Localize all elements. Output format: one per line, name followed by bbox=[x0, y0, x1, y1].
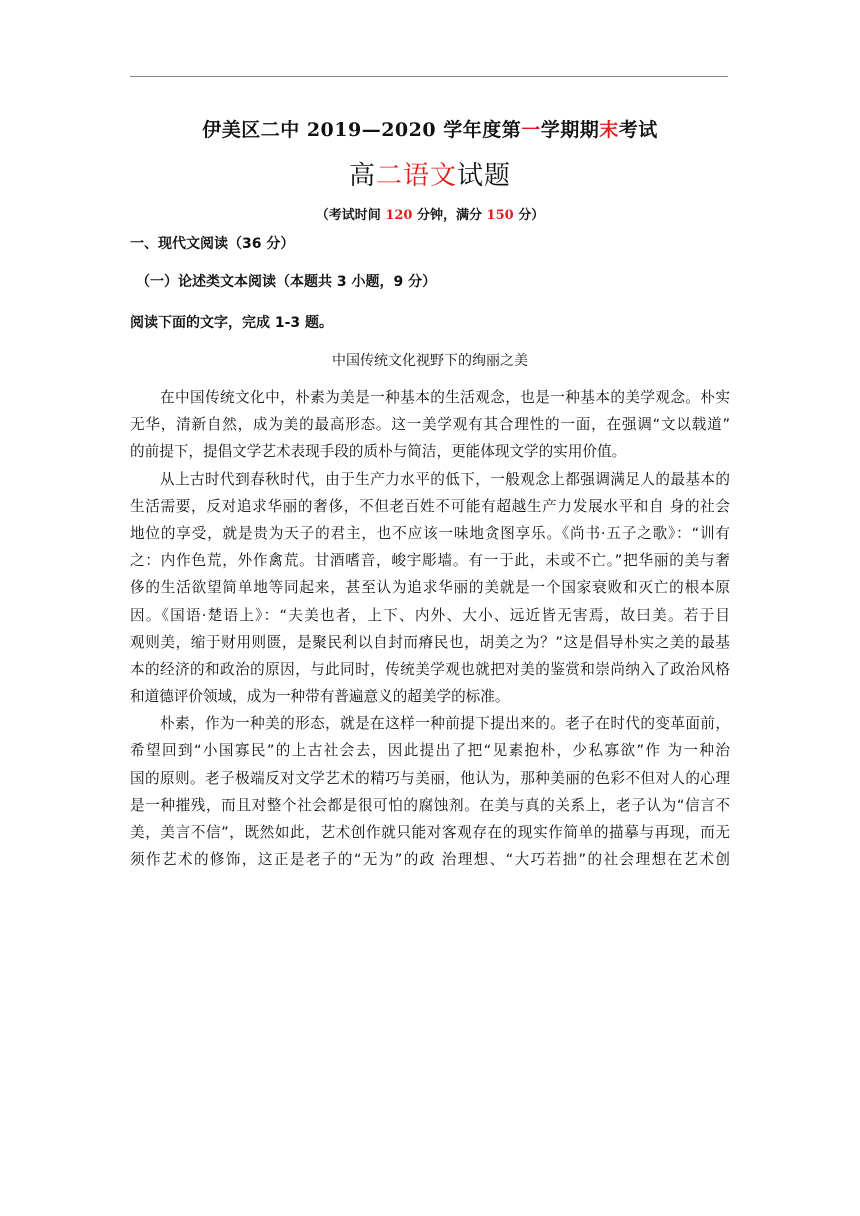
article-line: 是一种摧残，而且对整个社会都是很可怕的腐蚀剂。在美与真的关系上，老子认为“信言不 bbox=[130, 796, 730, 814]
exam-minutes: 120 bbox=[385, 208, 413, 223]
exam-title-highlight: 一 bbox=[521, 119, 541, 141]
exam-title-part: 伊美区二中 2019—2020 学年度第 bbox=[202, 119, 522, 141]
exam-info-text: 分） bbox=[513, 208, 545, 223]
subject-title bbox=[0, 155, 860, 192]
exam-info-text: （考试时间 bbox=[315, 208, 386, 223]
article-line: 之：内作色荒，外作禽荒。甘酒嗜音，峻宇彫墙。有一于此，未或不亡。”把华丽的美与奢 bbox=[130, 552, 730, 570]
exam-score: 150 bbox=[486, 208, 514, 223]
article-line: 的前提下，提倡文学艺术表现手段的质朴与简洁，更能体现文学的实用价值。 bbox=[130, 443, 627, 461]
section-heading: 一、现代文阅读（36 分） bbox=[130, 236, 295, 252]
article-line: 侈的生活欲望简单地等同起来，甚至认为追求华丽的美就是一个国家衰败和灭亡的根本原 bbox=[130, 579, 730, 597]
article-line: 地位的享受，就是贵为天子的君主，也不应该一味地贪图享乐。《尚书·五子之歌》：“训有 bbox=[130, 524, 730, 542]
exam-title-part: 学期期 bbox=[540, 119, 600, 141]
exam-title-highlight: 末 bbox=[599, 119, 619, 141]
exam-title bbox=[0, 115, 860, 142]
reading-instruction: 阅读下面的文字，完成 1-3 题。 bbox=[130, 315, 334, 331]
exam-info-text: 分钟，满分 bbox=[412, 208, 487, 223]
exam-title-part: 考试 bbox=[618, 119, 658, 141]
subject-title-part: 高 bbox=[348, 161, 376, 191]
header-rule bbox=[130, 76, 728, 77]
article-line: 在中国传统文化中，朴素为美是一种基本的生活观念，也是一种基本的美学观念。朴实 bbox=[130, 389, 730, 406]
article-line: 本的经济的和政治的原因，与此同时，传统美学观也就把对美的鉴赏和崇尚纳入了政治风格 bbox=[130, 660, 730, 678]
article-line: 美，美言不信”，既然如此，艺术创作就只能对客观存在的现实作简单的描摹与再现，而无 bbox=[130, 824, 730, 841]
article-title: 中国传统文化视野下的绚丽之美 bbox=[332, 353, 528, 369]
article-line: 观则美，缩于财用则匮，是聚民利以自封而瘠民也，胡美之为？”这是倡导朴实之美的最基 bbox=[130, 633, 730, 651]
exam-info bbox=[0, 204, 860, 223]
article-line: 生活需要，反对追求华丽的奢侈，不但老百姓不可能有超越生产力发展水平和自 身的社会 bbox=[130, 497, 730, 515]
subject-title-part: 试题 bbox=[457, 161, 512, 191]
article-line: 因。《国语·楚语上》：“夫美也者，上下、内外、大小、远近皆无害焉，故曰美。若于目 bbox=[130, 606, 730, 624]
article-line: 无华，清新自然，成为美的最高形态。这一美学观有其合理性的一面，在强调“文以载道” bbox=[130, 416, 730, 434]
article-line: 须作艺术的修饰，这正是老子的“无为”的政 治理想、“大巧若拙”的社会理想在艺术创 bbox=[130, 851, 730, 869]
article-line: 从上古时代到春秋时代，由于生产力水平的低下，一般观念上都强调满足人的最基本的 bbox=[130, 470, 730, 488]
article-line: 朴素，作为一种美的形态，就是在这样一种前提下提出来的。老子在时代的变革面前， bbox=[130, 715, 730, 733]
subsection-heading: （一）论述类文本阅读（本题共 3 小题，9 分） bbox=[136, 274, 437, 290]
subject-title-highlight: 二语文 bbox=[375, 161, 457, 191]
article-body bbox=[130, 384, 730, 873]
article-line: 希望回到“小国寡民”的上古社会去，因此提出了把“见素抱朴，少私寡欲”作 为一种治 bbox=[130, 742, 730, 760]
article-line: 国的原则。老子极端反对文学艺术的精巧与美丽，他认为，那种美丽的色彩不但对人的心理 bbox=[130, 769, 730, 787]
article-line: 和道德评价领域，成为一种带有普遍意义的超美学的标准。 bbox=[130, 688, 510, 706]
